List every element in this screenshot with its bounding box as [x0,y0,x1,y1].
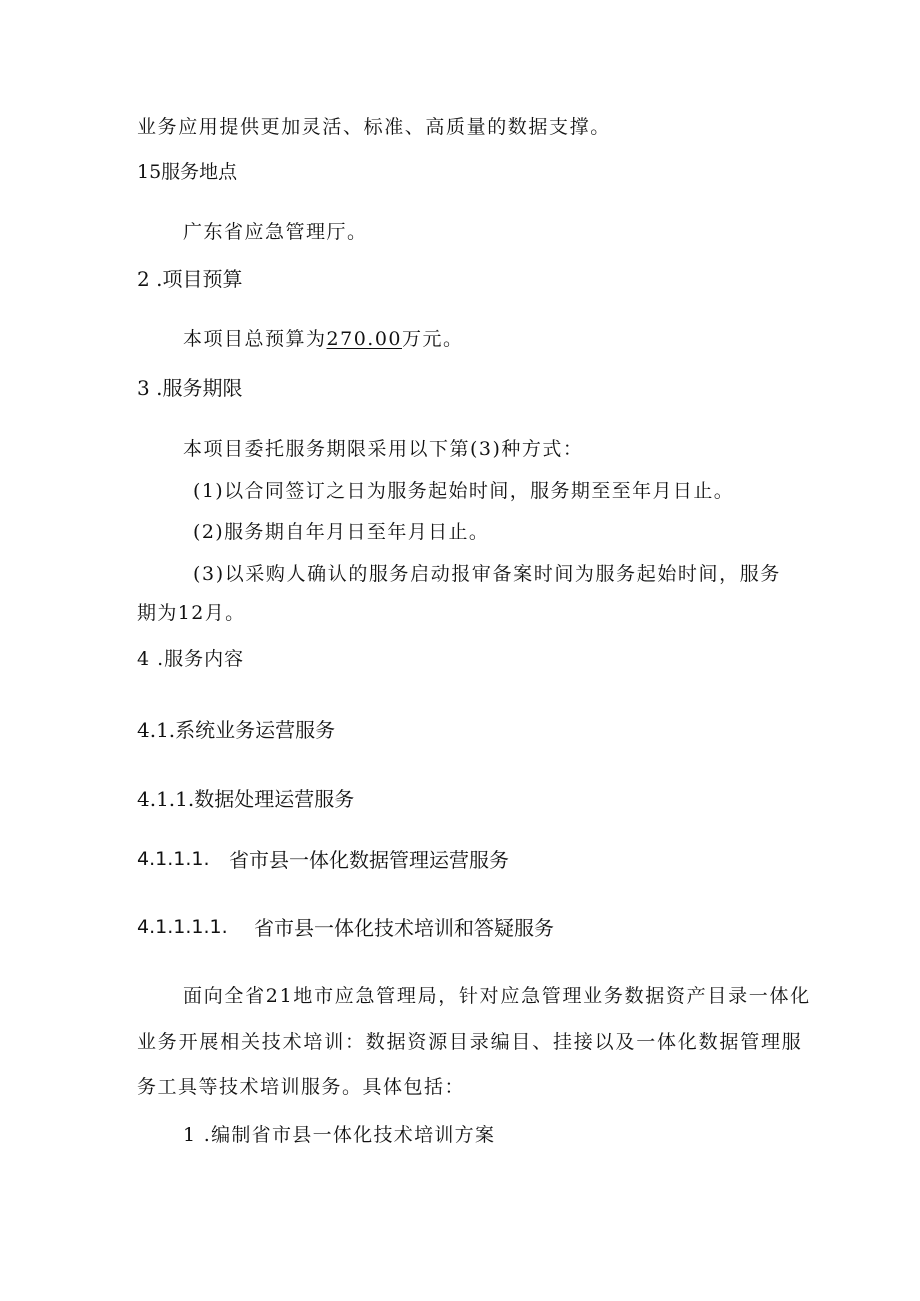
budget-amount: 270.00 [326,328,402,350]
budget-prefix: 本项目总预算为 [183,328,327,350]
heading-4-1-1-1-1-title: 省市县一体化技术培训和答疑服务 [254,916,554,940]
heading-4-1-1-1-title: 省市县一体化数据管理运营服务 [229,848,509,872]
budget-suffix: 万元。 [402,328,464,350]
heading-service-location: 15服务地点 [137,161,238,183]
list-item-term-2: (2)服务期自年月日至年月日止。 [193,521,490,543]
paragraph-term-intro: 本项目委托服务期限采用以下第(3)种方式： [183,438,584,460]
heading-4-1: 4.1.系统业务运营服务 [137,718,336,742]
paragraph-training-line-1: 面向全省21地市应急管理局，针对应急管理业务数据资产目录一体化 [183,985,811,1007]
list-item-term-3-line-1: (3)以采购人确认的服务启动报审备案时间为服务起始时间，服务 [193,563,781,585]
paragraph-budget [183,330,464,349]
paragraph-training-line-2: 业务开展相关技术培训：数据资源目录编目、挂接以及一体化数据管理服 [137,1031,803,1053]
list-item-term-1: (1)以合同签订之日为服务起始时间，服务期至至年月日止。 [193,480,735,502]
heading-4-1-1: 4.1.1.数据处理运营服务 [137,787,355,811]
list-item-term-3-line-2: 期为12月。 [137,602,246,624]
heading-service-content: 4 .服务内容 [137,648,245,670]
heading-4-1-1-1-1-number: 4.1.1.1.1. [137,916,228,938]
paragraph-continuation: 业务应用提供更加灵活、标准、高质量的数据支撑。 [137,116,611,138]
paragraph-training-line-3: 务工具等技术培训服务。具体包括： [137,1076,466,1098]
heading-project-budget: 2 .项目预算 [137,267,243,291]
heading-service-term: 3 .服务期限 [137,376,243,400]
paragraph-service-location: 广东省应急管理厅。 [183,221,368,243]
heading-4-1-1-1-number: 4.1.1.1. [137,848,210,870]
list-item-training-plan: 1 .编制省市县一体化技术培训方案 [183,1124,496,1146]
